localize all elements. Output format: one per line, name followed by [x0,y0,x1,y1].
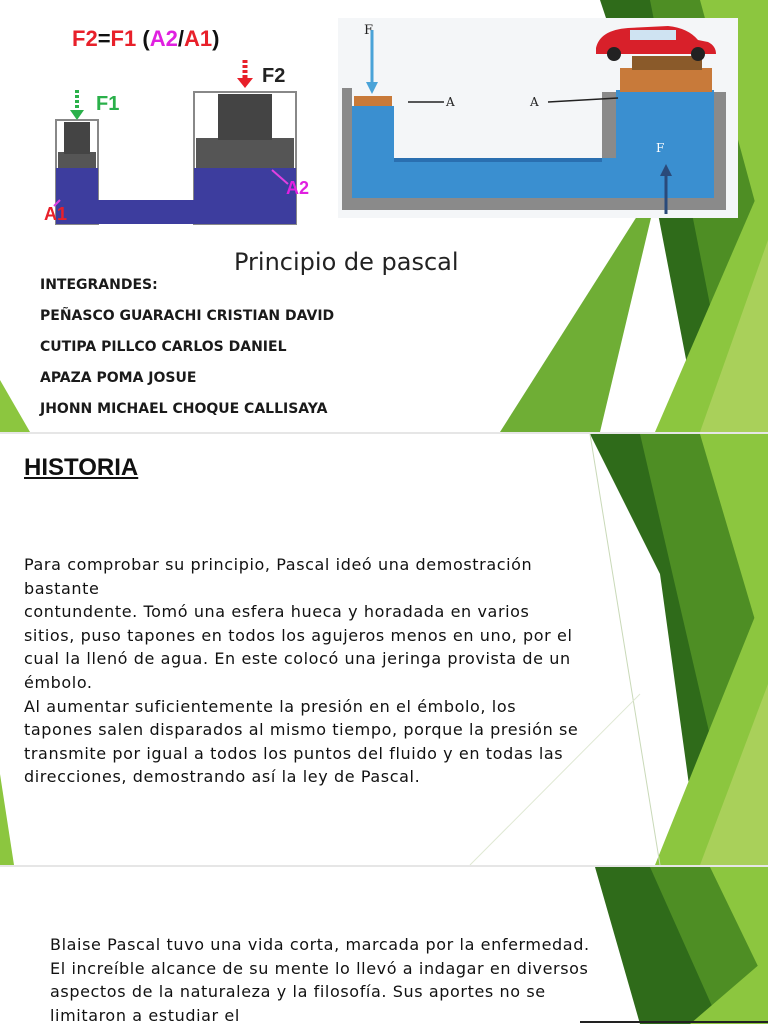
member-name: CUTIPA PILLCO CARLOS DANIEL [40,339,287,355]
svg-text:F: F [656,141,665,155]
pascal-formula: F2=F1 (A2/A1) [72,26,220,51]
svg-text:A: A [446,95,455,109]
paragraph: Para comprobar su principio, Pascal ideó una demostración bastante [24,555,533,598]
slide-title-text: Principio de pascal [234,248,459,276]
historia-heading: HISTORIA [24,454,139,481]
svg-text:A2: A2 [286,178,310,198]
arrow-f1-icon [70,90,84,120]
member-name: PEÑASCO GUARACHI CRISTIAN DAVID [40,308,335,324]
slide-historia [0,434,768,865]
svg-text:F2: F2 [262,65,286,87]
slide-biografia [0,867,768,1024]
historia-text [24,553,579,789]
svg-text:F1: F1 [96,93,120,115]
arrow-f2-icon [237,60,253,88]
members-heading: INTEGRANDES: [40,277,158,293]
hydraulic-lift-car-diagram [338,18,738,218]
member-name: JHONN MICHAEL CHOQUE CALLISAYA [40,401,328,417]
hydraulic-press-diagram [40,60,330,230]
svg-text:A1: A1 [44,204,68,224]
biografia-text: Blaise Pascal tuvo una vida corta, marcada por la enfermedad. El increíble alcance de su mente lo llevó a indagar en diversos aspectos de la naturaleza y la filosofía. Sus aportes no se limitaron a estudiar el [50,935,590,1024]
members-list [40,276,334,431]
slide-title [0,0,768,432]
paragraph: Al aumentar suficientemente la presión en el émbolo, los tapones salen disparados al mismo tiempo, porque la presión se transmite por igual a todos los puntos del fluido y en todas las direcciones, demostrando así la ley de Pascal. [24,696,579,787]
svg-text:F: F [364,23,374,38]
svg-text:A: A [530,95,539,109]
paragraph: contundente. Tomó una esfera hueca y horadada en varios sitios, puso tapones en todos los agujeros menos en uno, por el cual la llenó de agua. En este colocó una jeringa provista de un émbolo. [24,602,573,692]
member-name: APAZA POMA JOSUE [40,370,197,386]
